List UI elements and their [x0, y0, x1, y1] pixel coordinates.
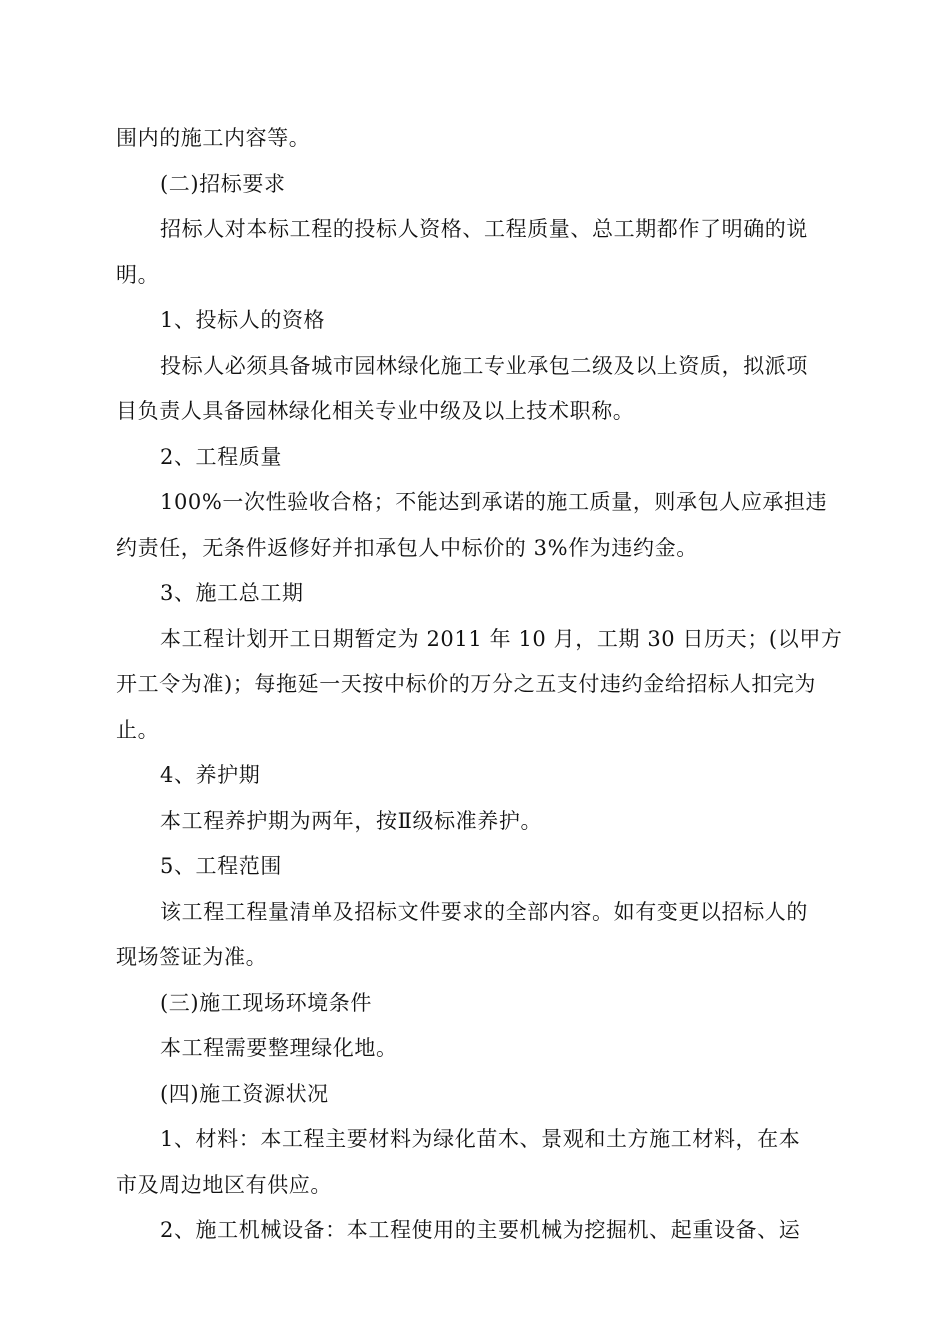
subsection-heading: 3、施工总工期: [160, 581, 304, 605]
section-heading: (二)招标要求: [160, 171, 286, 196]
text-line: 本工程计划开工日期暂定为 2011 年 10 月，工期 30 日历天；(以甲方: [160, 626, 843, 651]
subsection-heading: 1、投标人的资格: [160, 308, 326, 332]
text-line: 投标人必须具备城市园林绿化施工专业承包二级及以上资质，拟派项: [160, 353, 808, 378]
text-line: 市及周边地区有供应。: [116, 1172, 332, 1197]
document-page: [116, 116, 843, 1254]
text-line: 该工程工程量清单及招标文件要求的全部内容。如有变更以招标人的: [160, 899, 808, 924]
text-line: 开工令为准)；每拖延一天按中标价的万分之五支付违约金给招标人扣完为: [116, 672, 816, 696]
text-line: 明。: [116, 262, 160, 287]
text-line: 围内的施工内容等。: [116, 126, 311, 150]
text-line: 100%一次性验收合格；不能达到承诺的施工质量，则承包人应承担违: [160, 490, 828, 514]
subsection-heading: 4、养护期: [160, 763, 261, 787]
subsection-heading: 2、工程质量: [160, 444, 282, 469]
text-line: 本工程养护期为两年，按Ⅱ级标准养护。: [160, 808, 543, 833]
text-line: 目负责人具备园林绿化相关专业中级及以上技术职称。: [116, 399, 635, 423]
text-line: 1、材料：本工程主要材料为绿化苗木、景观和土方施工材料，在本: [160, 1127, 801, 1151]
text-line: 招标人对本标工程的投标人资格、工程质量、总工期都作了明确的说: [160, 217, 808, 241]
section-heading: (三)施工现场环境条件: [160, 990, 372, 1015]
text-line: 2、施工机械设备：本工程使用的主要机械为挖掘机、起重设备、运: [160, 1218, 801, 1242]
text-line: 约责任，无条件返修好并扣承包人中标价的 3%作为违约金。: [116, 535, 698, 560]
subsection-heading: 5、工程范围: [160, 854, 282, 878]
text-line: 本工程需要整理绿化地。: [160, 1036, 398, 1060]
section-heading: (四)施工资源状况: [160, 1081, 329, 1106]
text-line: 止。: [116, 717, 160, 742]
text-line: 现场签证为准。: [116, 945, 268, 969]
